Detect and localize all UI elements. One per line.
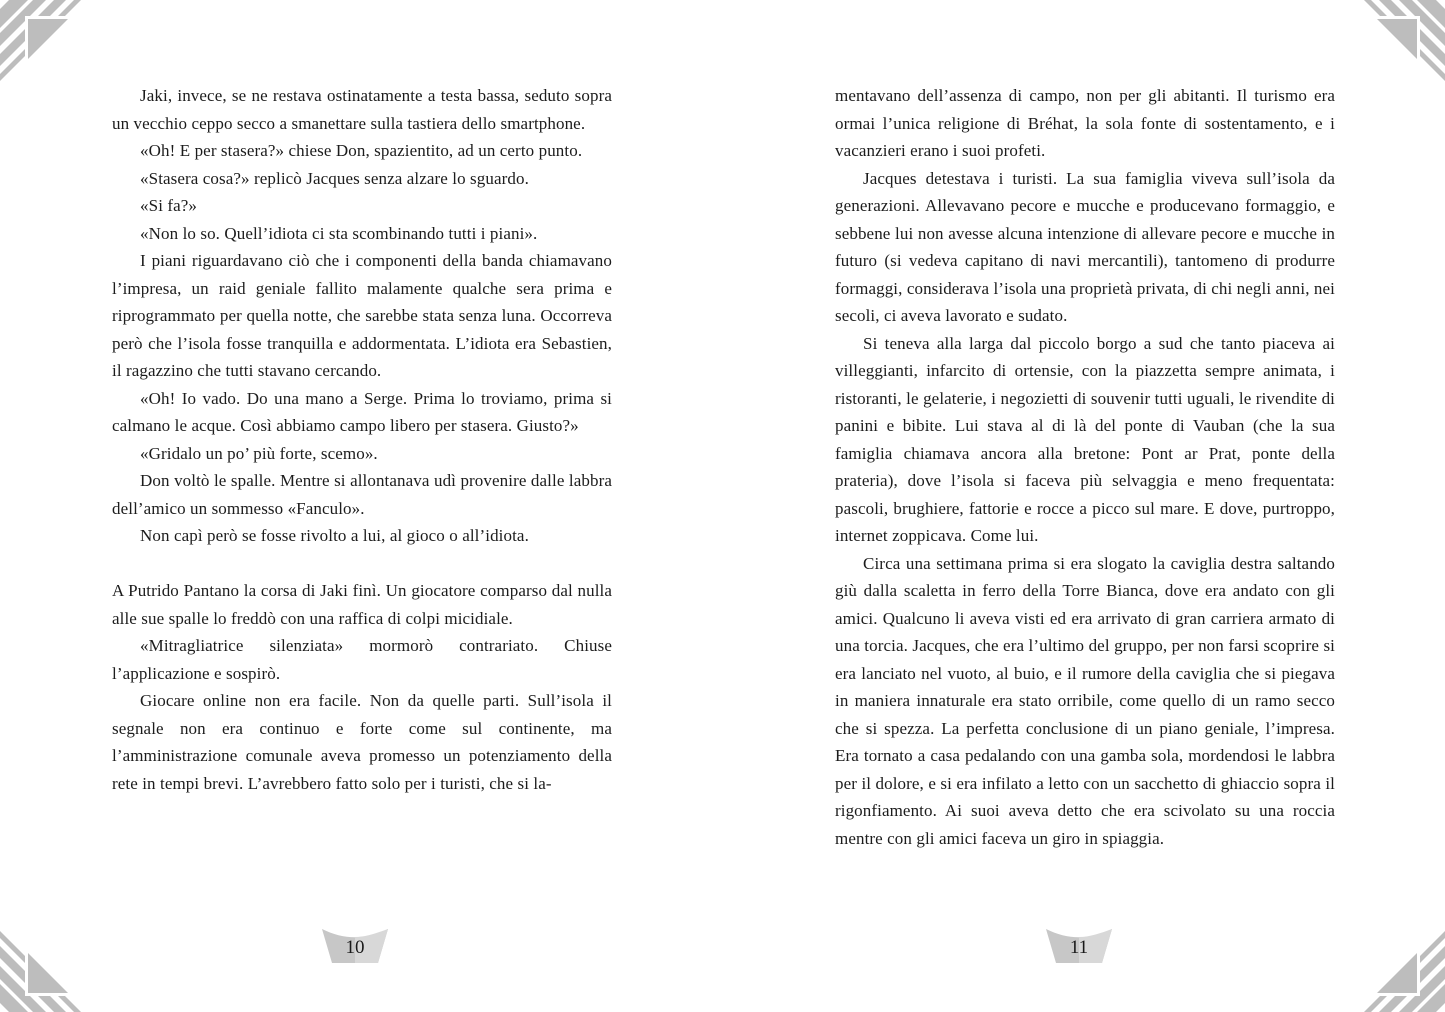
paragraph: Giocare online non era facile. Non da quelle parti. Sull’isola il segnale non era continuo e forte come sul continente, ma l’amministrazione comunale aveva promesso un potenziamento della rete in tempi brevi. L’avrebbero fatto solo per i turisti, che si la- (112, 691, 612, 793)
paragraph: «Oh! Io vado. Do una mano a Serge. Prima lo troviamo, prima si calmano le acque. Così abbiamo campo libero per stasera. Giusto?» (112, 388, 612, 435)
paragraph: Jacques detestava i turisti. La sua famiglia viveva sull’isola da generazioni. Allevavano pecore e mucche e producevano formaggio, e sebbene lui non avesse alcuna intenzione di allevare pecore e mucche in futuro (si vedeva capitano di navi mercantili), tantomeno di produrre formaggi, considerava l’isola una proprietà privata, di chi negli anni, nei secoli, ci aveva lavorato e sudato. (835, 168, 1335, 325)
paragraph: Don voltò le spalle. Mentre si allontanava udì provenire dalle labbra dell’amico un sommesso «Fanculo». (112, 471, 612, 518)
paragraph: «Si fa?» (140, 196, 198, 215)
page-text-right (835, 82, 1335, 852)
paragraph: «Gridalo un po’ più forte, scemo». (140, 443, 378, 463)
paragraph: I piani riguardavano ciò che i componenti della banda chiamavano l’impresa, un raid geniale fallito malamente qualche sera prima e riprogrammato per quella notte, che sarebbe stata senza luna. Occorreva però che l’isola fosse tranquilla e addormentata. L’idiota era Sebastien, il ragazzino che tutti stavano cercando. (112, 251, 612, 380)
corner-ornament-top-left-icon (0, 0, 100, 100)
paragraph: «Non lo so. Quell’idiota ci sta scombinando tutti i piani». (140, 223, 538, 243)
paragraph: Circa una settimana prima si era slogato la caviglia destra saltando giù dalla scaletta in ferro della Torre Bianca, dove era andato con gli amici. Qualcuno li aveva visti ed era arrivato di gran carriera armato di una torcia. Jacques, che era l’ultimo del gruppo, per non farsi scoprire si era lanciato nel vuoto, al buio, e il rumore della caviglia che si piegava in maniera innaturale era stato orribile, come quello di un ramo secco che si spezza. La perfetta conclusione di un piano geniale, l’impresa. Era tornato a casa pedalando con una gamba sola, mordendosi le labbra per il dolore, e si era infilato a letto con un sacchetto di ghiaccio sopra il rigonfiamento. Ai suoi aveva detto che era scivolato su una roccia mentre con gli amici faceva un giro in spiaggia. (835, 553, 1335, 848)
page-text-left (112, 82, 612, 797)
paragraph: «Mitragliatrice silenziata» mormorò contrariato. Chiuse l’applicazione e sospirò. (112, 636, 612, 683)
page-number: 11 (1069, 937, 1089, 958)
paragraph: A Putrido Pantano la corsa di Jaki finì. Un giocatore comparso dal nulla alle sue spalle lo freddò con una raffica di colpi micidiale. (112, 581, 612, 628)
page-left (112, 82, 612, 944)
corner-ornament-top-right-icon (1345, 0, 1445, 100)
paragraph: Si teneva alla larga dal piccolo borgo a sud che tanto piaceva ai villeggianti, infarcito di ortensie, con la piazzetta sempre animata, i ristoranti, le gelaterie, i negozietti di souvenir tutti uguali, le rivendite di panini e bibite. Lui stava al di là del ponte di Vauban (che la sua famiglia chiamava ancora alla bretone: Pont ar Prat, ponte della prateria), dove l’isola si faceva più selvaggia e meno frequentata: pascoli, brughiere, fattorie e rocce a picco sul mare. E dove, purtroppo, internet zoppicava. Come lui. (835, 333, 1335, 545)
page-number-badge-left (322, 928, 388, 964)
corner-ornament-bottom-right-icon (1345, 912, 1445, 1012)
page-number-badge-right (1046, 928, 1112, 964)
page-number: 10 (345, 937, 365, 958)
paragraph: mentavano dell’assenza di campo, non per gli abitanti. Il turismo era ormai l’unica religione di Bréhat, la sola fonte di sostentamento, e i vacanzieri erano i suoi profeti. (835, 86, 1335, 160)
paragraph: «Oh! E per stasera?» chiese Don, spazientito, ad un certo punto. (140, 141, 583, 160)
paragraph: «Stasera cosa?» replicò Jacques senza alzare lo sguardo. (140, 168, 529, 188)
paragraph: Non capì però se fosse rivolto a lui, al gioco o all’idiota. (140, 526, 529, 545)
corner-ornament-bottom-left-icon (0, 912, 100, 1012)
paragraph: Jaki, invece, se ne restava ostinatamente a testa bassa, seduto sopra un vecchio ceppo secco a smanettare sulla tastiera dello smartphone. (112, 86, 612, 133)
page-right (835, 82, 1335, 944)
